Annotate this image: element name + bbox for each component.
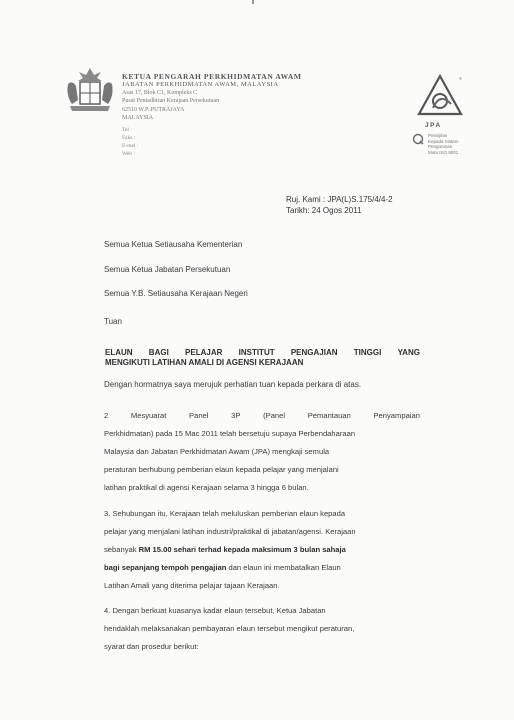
- coat-of-arms-icon: [62, 66, 118, 116]
- recipient-line: Semua Y.B. Setiausaha Kerajaan Negeri: [104, 289, 248, 298]
- recipient-line: Semua Ketua Jabatan Persekutuan: [104, 265, 231, 274]
- para-word: 3P: [231, 411, 241, 420]
- letterhead-address: [122, 89, 322, 122]
- scan-mark: [252, 0, 254, 4]
- letterhead-contacts: [122, 126, 322, 158]
- subject-word: ELAUN: [105, 348, 133, 357]
- paragraph-line: [104, 559, 420, 577]
- paragraph-text: sebanyak: [104, 545, 139, 554]
- letterhead-title: KETUA PENGARAH PERKHIDMATAN AWAM: [122, 72, 302, 81]
- subject-word: YANG: [397, 348, 420, 357]
- paragraph-line: latihan praktikal di agensi Kerajaan selama 3 hingga 6 bulan.: [104, 483, 309, 492]
- contact-line: Faks :: [122, 135, 136, 142]
- svg-text:®: ®: [459, 76, 462, 81]
- reference-number: Ruj. Kami : JPA(L)S.175/4/4-2: [286, 195, 393, 204]
- intro-paragraph: Dengan hormatnya saya merujuk perhatian tuan kepada perkara di atas.: [104, 380, 362, 389]
- paragraph-line: pelajar yang menjalani latihan industri/praktikal di jabatan/agensi. Kerajaan: [104, 527, 356, 536]
- address-line: MALAYSIA: [122, 114, 154, 121]
- paragraph-line: hendaklah melaksanakan pembayaran elaun tersebut mengikut peraturan,: [104, 624, 355, 633]
- subject-word: PENGAJIAN: [290, 348, 338, 357]
- subject-line-2: MENGIKUTI LATIHAN AMALI DI AGENSI KERAJAAN: [105, 358, 304, 367]
- letter-date: Tarikh: 24 Ogos 2011: [286, 205, 362, 215]
- salutation: Tuan: [104, 317, 122, 326]
- jpa-logo-icon: [415, 72, 465, 128]
- paragraph-4: [104, 602, 420, 656]
- highlighted-period: bagi sepanjang tempoh pengajian: [104, 563, 227, 572]
- subject-word: BAGI: [148, 348, 169, 357]
- iso-line: Kepada Sistem: [428, 138, 459, 144]
- paragraph-text: dan elaun ini membatalkan Elaun: [226, 563, 341, 572]
- iso-line: Pengurusan: [428, 144, 453, 149]
- letter-subject: [105, 348, 420, 368]
- subject-word: PELAJAR: [185, 348, 223, 357]
- contact-line: Tel :: [122, 127, 132, 134]
- paragraph-2: [104, 407, 420, 497]
- para-word: Panel: [189, 411, 209, 420]
- iso-line: Pensijilan: [428, 133, 448, 138]
- para-word: Penyampaian: [373, 411, 420, 420]
- recipient-line: Semua Ketua Setiausaha Kementerian: [104, 240, 243, 249]
- paragraph-line: Perkhidmatan) pada 15 Mac 2011 telah bersetuju supaya Perbendaharaan: [104, 429, 356, 438]
- paragraph-line: [104, 541, 420, 559]
- iso-line: Mutu ISO 9001: [428, 149, 459, 155]
- para-word: (Panel: [263, 411, 286, 420]
- para-word: Mesyuarat: [130, 411, 167, 420]
- iso-certification-icon: [412, 133, 424, 145]
- letterhead-department: JABATAN PERKHIDMATAN AWAM, MALAYSIA: [122, 81, 279, 88]
- address-line: Aras 17, Blok C1, Kompleks C: [122, 90, 198, 96]
- address-line: 62510 W.P. PUTRAJAYA: [122, 106, 185, 113]
- highlighted-rate: RM 15.00 sehari terhad kepada maksimum 3 bulan sahaja: [138, 545, 346, 554]
- contact-line: Web :: [122, 151, 135, 158]
- para-word: 2: [104, 411, 109, 420]
- paragraph-line: peraturan berhubung pemberian elaun kepada pelajar yang menjalani: [104, 465, 339, 474]
- letterhead: [122, 72, 322, 158]
- paragraph-line: syarat dan prosedur berikut:: [104, 642, 199, 651]
- reference-block: [286, 195, 393, 216]
- subject-line-1: [105, 348, 420, 358]
- para-word: Pemantauan: [307, 411, 351, 420]
- iso-certification-text: [428, 133, 478, 155]
- subject-word: TINGGI: [353, 348, 382, 357]
- address-line: Pusat Pentadbiran Kerajaan Persekutuan: [122, 98, 220, 105]
- paragraph-line: 3. Sehubungan itu, Kerajaan telah meluluskan pemberian elaun kepada: [104, 509, 346, 518]
- paragraph-3: [104, 505, 420, 595]
- jpa-label: JPA: [425, 122, 442, 129]
- paragraph-line: Latihan Amali yang diterima pelajar tajaan Kerajaan.: [104, 581, 280, 590]
- paragraph-line: Malaysia dan Jabatan Perkhidmatan Awam (JPA) mengkaji semula: [104, 447, 330, 456]
- subject-word: INSTITUT: [238, 348, 275, 357]
- paragraph-2-line-1: [104, 407, 420, 425]
- paragraph-line: 4. Dengan berkuat kuasanya kadar elaun tersebut, Ketua Jabatan: [104, 606, 326, 615]
- contact-line: E-mel :: [122, 143, 139, 150]
